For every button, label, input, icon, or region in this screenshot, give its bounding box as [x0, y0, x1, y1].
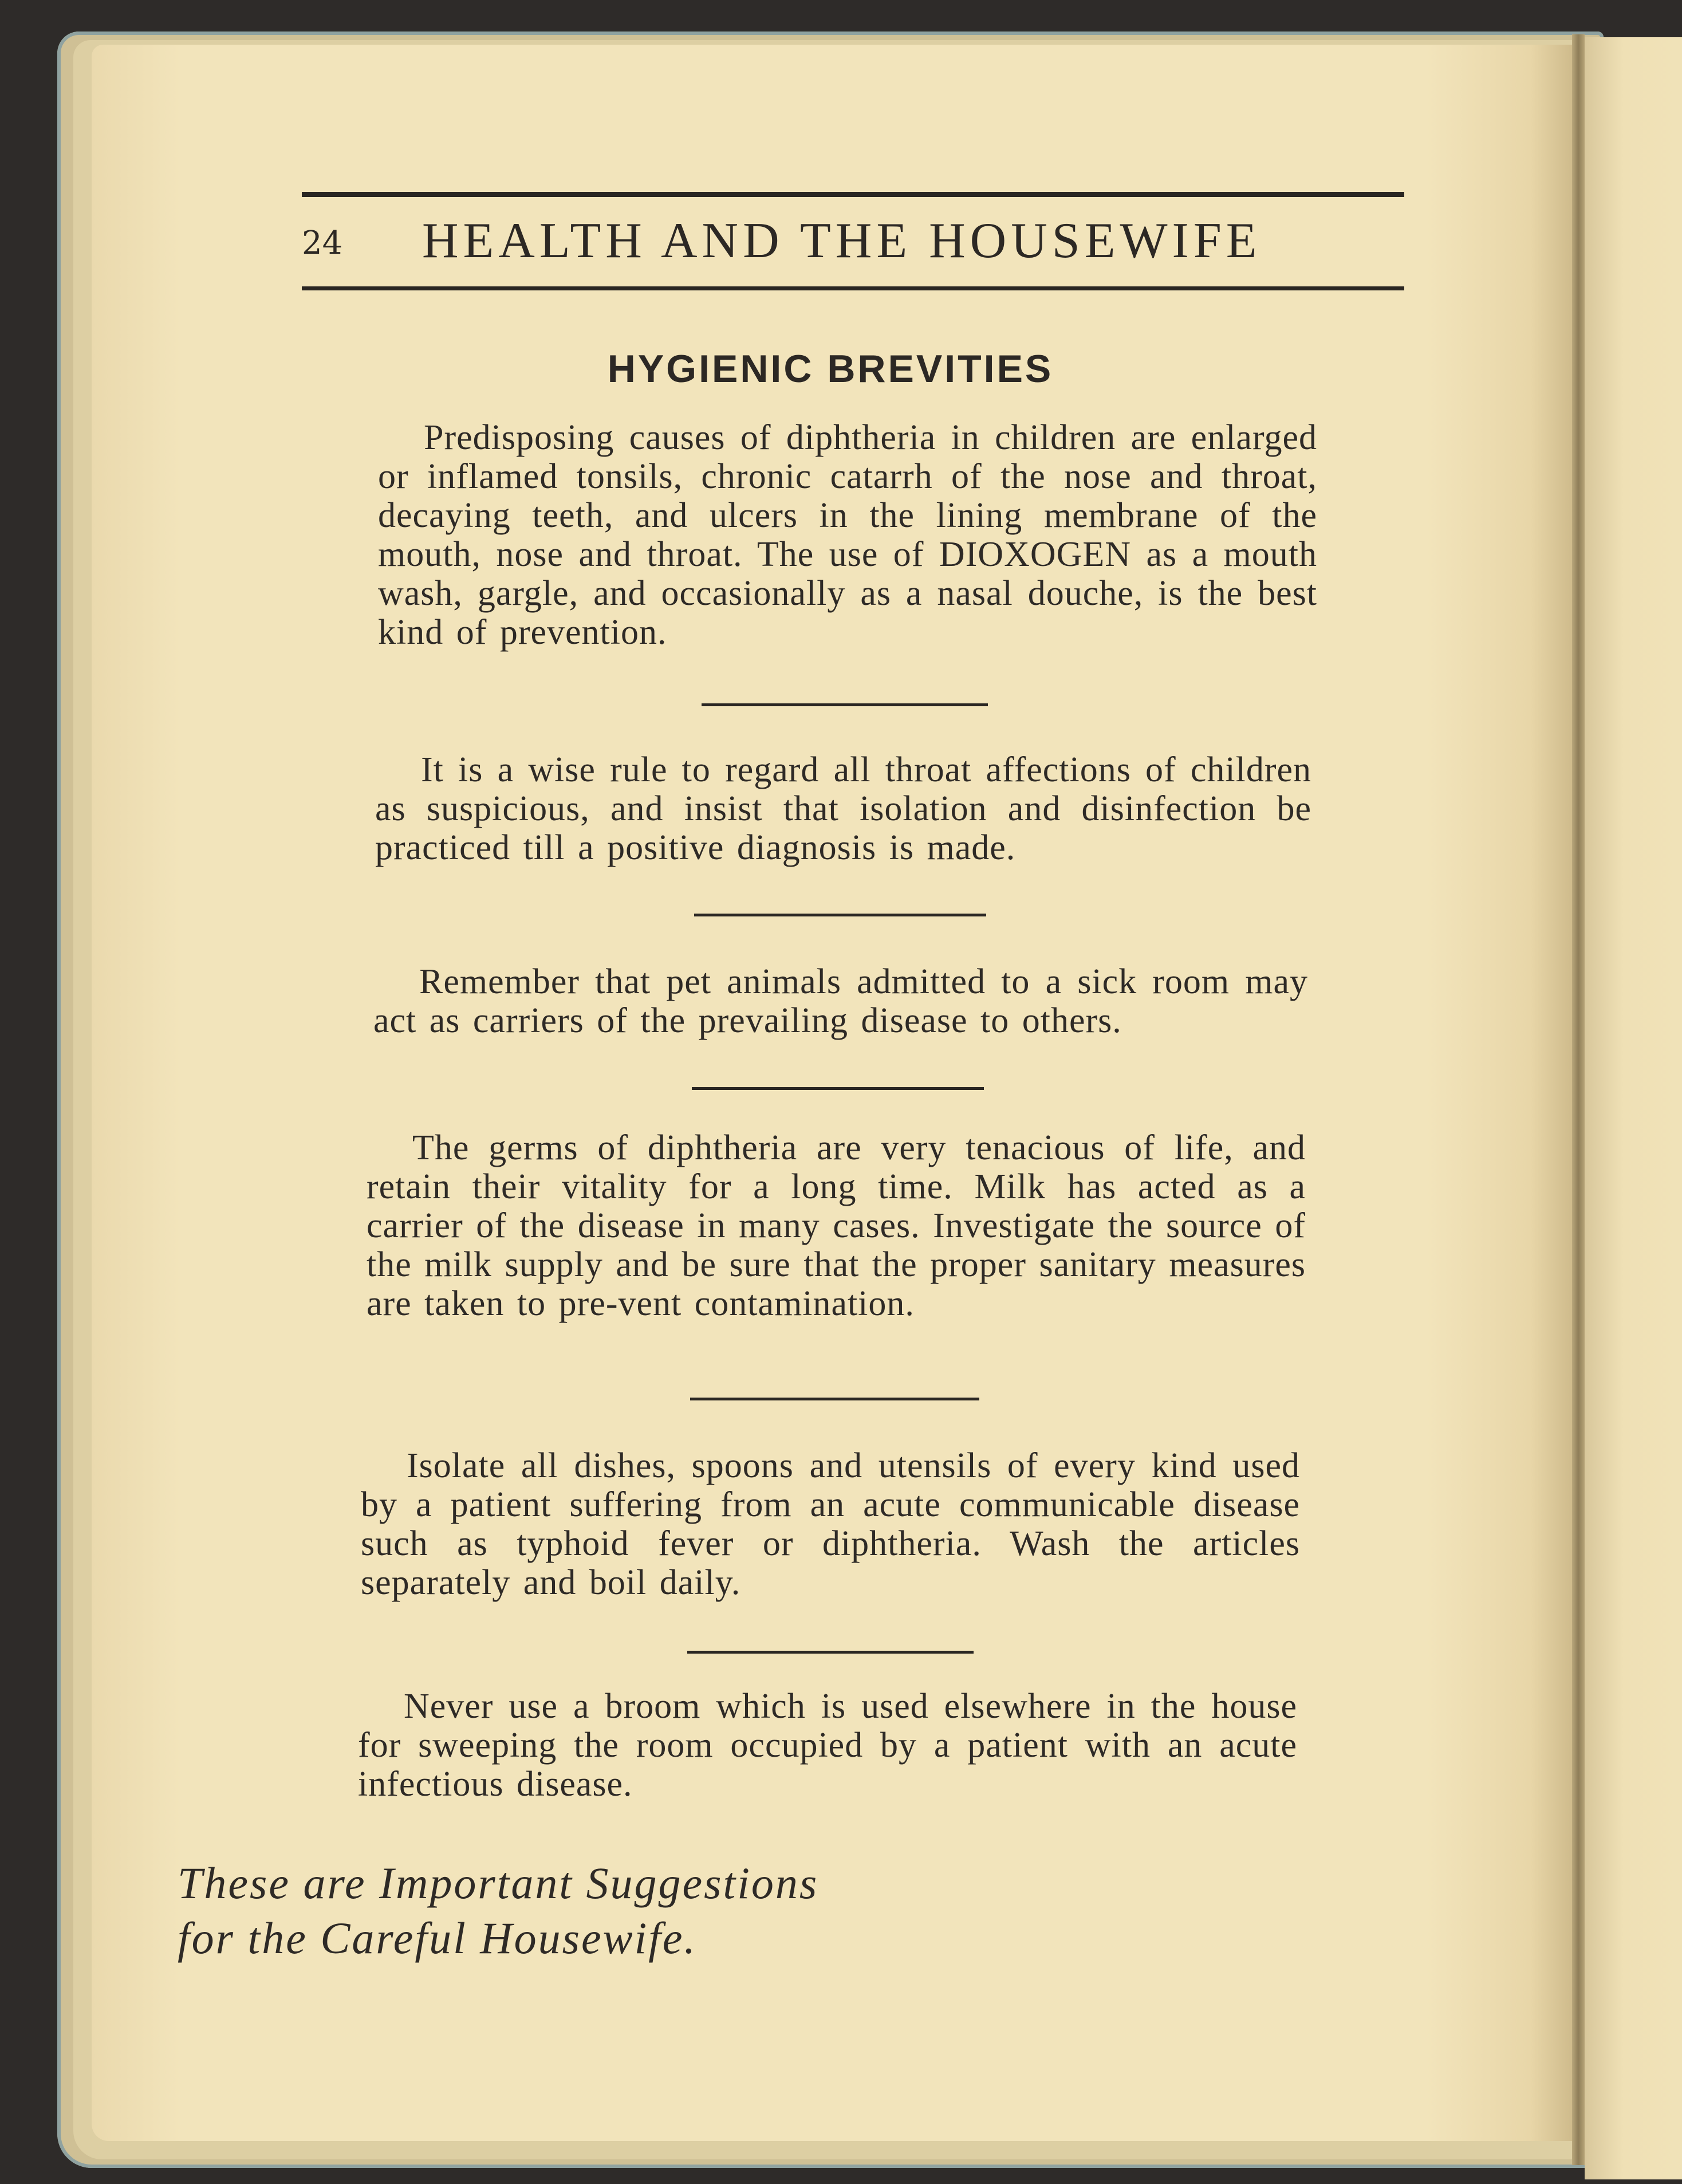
closing-line-2: for the Careful Housewife. — [178, 1913, 698, 1963]
paragraph-isolate-dishes: Isolate all dishes, spoons and utensils of every kind used by a patient suffering from an acute communicable disease such as typhoid fever or diphtheria. Wash the articles separately and boil daily. — [361, 1446, 1300, 1602]
separator-rule — [687, 1651, 974, 1654]
separator-rule — [692, 1087, 984, 1090]
separator-rule — [690, 1398, 979, 1400]
separator-rule — [694, 914, 986, 916]
header-bottom-rule — [302, 286, 1404, 290]
paragraph-pet-animals: Remember that pet animals admitted to a sick room may act as carriers of the prevailing disease to others. — [373, 962, 1308, 1040]
facing-page-edge — [1585, 37, 1682, 2179]
paragraph-broom: Never use a broom which is used elsewhere in the house for sweeping the room occupied by a patient with an acute infectious disease. — [358, 1687, 1297, 1804]
section-title: HYGIENIC BREVITIES — [607, 347, 1054, 391]
closing-line-1: These are Important Suggestions — [178, 1858, 819, 1908]
paragraph-diphtheria-causes: Predisposing causes of diphtheria in children are enlarged or inflamed tonsils, chronic catarrh of the nose and throat, decaying teeth, and ulcers in the lining membrane of the mouth, nose and throat. The use of DIOXOGEN as a mouth wash, gargle, and occasionally as a nasal douche, is the best kind of prevention. — [378, 418, 1317, 652]
header-top-rule — [302, 192, 1404, 197]
running-head — [302, 212, 1407, 281]
paragraph-germs-milk: The germs of diphtheria are very tenacious of life, and retain their vitality for a long time. Milk has acted as a carrier of the disease in many cases. Investigate the source of the milk supply and be sure that the proper sanitary measures are taken to pre-vent contamination. — [367, 1128, 1306, 1323]
running-title: HEALTH AND THE HOUSEWIFE — [422, 213, 1262, 269]
page-number: 24 — [302, 225, 343, 262]
closing-note — [178, 1856, 1037, 1966]
book-gutter — [1572, 34, 1585, 2165]
separator-rule — [702, 703, 988, 706]
paragraph-throat-affections: It is a wise rule to regard all throat affections of children as suspicious, and insist that isolation and disinfection be practiced till a positive diagnosis is made. — [375, 750, 1311, 867]
